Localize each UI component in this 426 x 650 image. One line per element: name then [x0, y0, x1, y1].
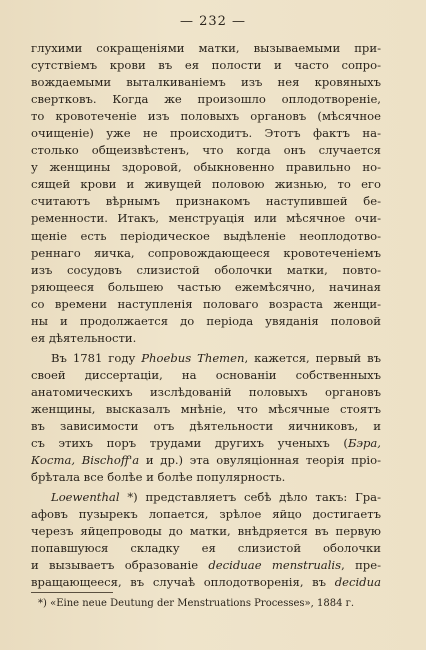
- text-line: вождаемыми выталкиваніемъ изъ нея кровяныхъ: [31, 75, 381, 90]
- footnote: *) «Eine neue Deutung der Menstruations Processes», 1884 г.: [38, 598, 355, 609]
- text-line: съ этихъ поръ трудами другихъ ученыхъ (Бэра,: [31, 436, 381, 451]
- text-line: въ зависимости отъ дѣятельности яичниковъ, и: [31, 419, 381, 434]
- text-line: щеніе есть періодическое выдѣленіе неоплодотво-: [31, 228, 381, 243]
- text-line: своей диссертаціи, на основаніи собственныхъ: [31, 367, 381, 382]
- text-line: женщины, высказалъ мнѣніе, что мѣсячные стоятъ: [31, 401, 381, 416]
- text-line: Коста, Bischoff'a и др.) эта овуляціонная теорія пріо-: [31, 453, 381, 468]
- text-line: глухими сокращеніями матки, вызываемыми при-: [31, 41, 381, 55]
- text-line: Loewenthal *) представляетъ себѣ дѣло такъ: Гра-: [51, 490, 381, 505]
- text-line: считаютъ вѣрнымъ признакомъ наступившей бе-: [31, 194, 381, 209]
- text-line: у женщины здоровой, обыкновенно правильно но-: [31, 160, 381, 175]
- text-line: и вызываетъ образованіе deciduae menstrualis, пре-: [31, 558, 381, 573]
- text-line: столько общеизвѣстенъ, что когда онъ случается: [31, 143, 381, 158]
- text-line: Въ 1781 году Phoebus Themen, кажется, первый въ: [51, 350, 381, 365]
- text-line: со времени наступленія половаго возраста женщи-: [31, 296, 381, 311]
- text-line: ны и продолжается до періода увяданія половой: [31, 313, 381, 328]
- text-line: реннаго яичка, сопровождающееся кровотеченіемъ: [31, 245, 381, 260]
- body-text: [31, 40, 381, 592]
- text-line: ряющееся большею частью ежемѣсячно, начиная: [31, 279, 381, 294]
- text-line: вращающееся, въ случаѣ оплодотворенія, въ decidua: [31, 575, 381, 590]
- paragraph: [31, 40, 381, 347]
- paragraph: [31, 489, 381, 591]
- text-line: то кровотеченіе изъ половыхъ органовъ (мѣсячное: [31, 109, 381, 124]
- text-line: брѣтала все болѣе и болѣе популярность.: [31, 470, 286, 485]
- text-line: афовъ пузырекъ лопается, зрѣлое яйцо достигаетъ: [31, 507, 381, 522]
- footnote-rule: [31, 592, 113, 593]
- text-line: анатомическихъ изслѣдованій половыхъ органовъ: [31, 384, 381, 399]
- text-line: очищеніе) уже не происходитъ. Этотъ фактъ на-: [31, 126, 381, 141]
- page-number: — 232 —: [179, 14, 247, 29]
- paragraph: [31, 350, 381, 486]
- text-line: сящей крови и живущей половою жизнью, то его: [31, 177, 381, 192]
- text-line: черезъ яйцепроводы до матки, внѣдряется въ первую: [31, 524, 381, 539]
- text-line: сутствіемъ крови въ ея полости и часто сопро-: [31, 58, 381, 73]
- text-line: ея дѣятельности.: [31, 330, 137, 345]
- text-line: ременности. Итакъ, менструація или мѣсячное очи-: [31, 211, 381, 226]
- text-line: свертковъ. Когда же произошло оплодотвореніе,: [31, 92, 381, 107]
- text-line: изъ сосудовъ слизистой оболочки матки, повто-: [31, 262, 381, 277]
- text-line: попавшуюся складку ея слизистой оболочки: [31, 541, 381, 556]
